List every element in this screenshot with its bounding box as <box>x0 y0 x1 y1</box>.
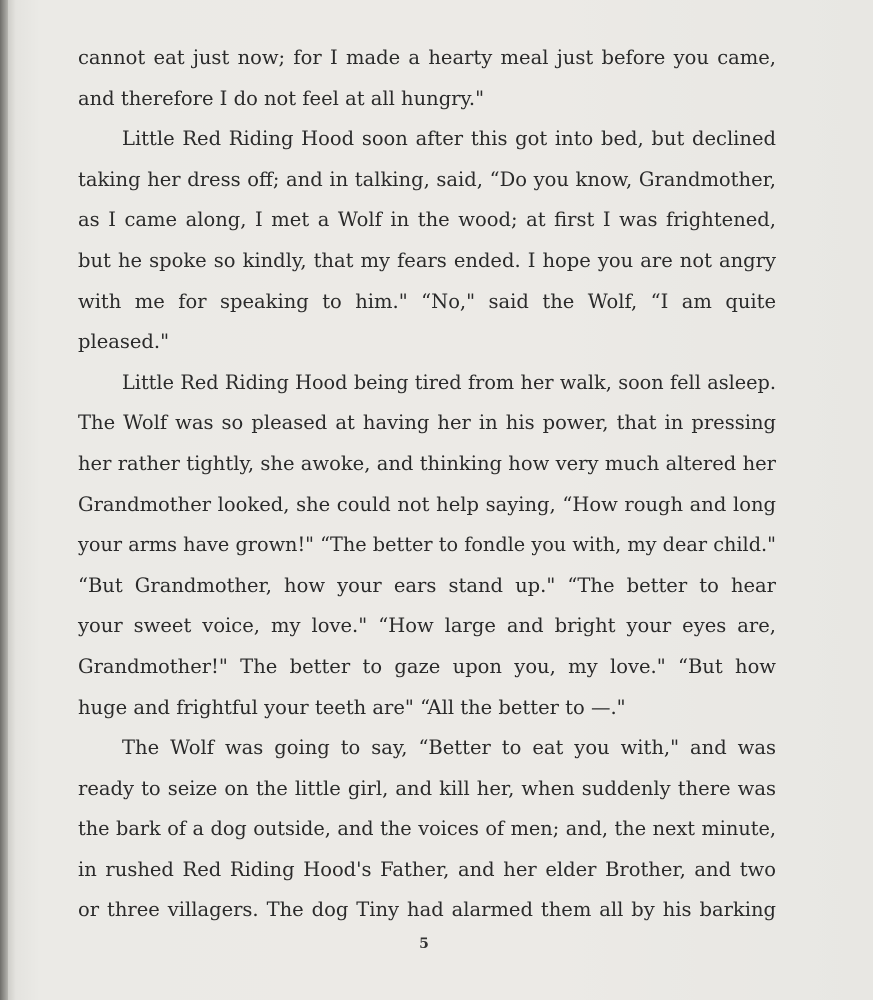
text-line: ready to seize on the little girl, and kill her, when suddenly there was <box>78 776 776 800</box>
text-line: The Wolf was so pleased at having her in his power, that in pressing <box>78 411 776 435</box>
text-line: Grandmother!" The better to gaze upon you, my love." “But how <box>78 654 776 678</box>
text-line: or three villagers. The dog Tiny had alarmed them all by his barking <box>78 898 776 922</box>
text-line: Grandmother looked, she could not help saying, “How rough and long <box>78 492 776 516</box>
text-line: but he spoke so kindly, that my fears ended. I hope you are not angry <box>78 248 776 272</box>
text-line: her rather tightly, she awoke, and thinking how very much altered her <box>78 451 776 475</box>
text-line: the bark of a dog outside, and the voices of men; and, the next minute, <box>78 817 776 841</box>
text-line: and therefore I do not feel at all hungry." <box>78 86 485 110</box>
text-line: your sweet voice, my love." “How large and bright your eyes are, <box>78 614 776 638</box>
text-line: “But Grandmother, how your ears stand up." “The better to hear <box>78 573 776 597</box>
text-line: your arms have grown!" “The better to fondle you with, my dear child." <box>78 533 776 557</box>
text-line: as I came along, I met a Wolf in the wood; at first I was frightened, <box>78 208 776 232</box>
page-spine-shadow <box>0 0 8 1000</box>
text-line: cannot eat just now; for I made a hearty meal just before you came, <box>78 46 776 69</box>
text-line: huge and frightful your teeth are" “All the better to —." <box>78 695 626 719</box>
page-number: 5 <box>419 936 429 952</box>
text-line: pleased." <box>78 330 170 354</box>
text-line: taking her dress off; and in talking, said, “Do you know, Grandmother, <box>78 167 776 191</box>
text-line: Little Red Riding Hood being tired from her walk, soon fell asleep. <box>122 370 776 394</box>
text-line: with me for speaking to him." “No," said the Wolf, “I am quite <box>78 289 776 313</box>
text-line: Little Red Riding Hood soon after this got into bed, but declined <box>122 127 776 151</box>
text-line: in rushed Red Riding Hood's Father, and her elder Brother, and two <box>78 857 776 881</box>
body-text <box>78 38 776 931</box>
text-line: The Wolf was going to say, “Better to eat you with," and was <box>122 736 776 760</box>
